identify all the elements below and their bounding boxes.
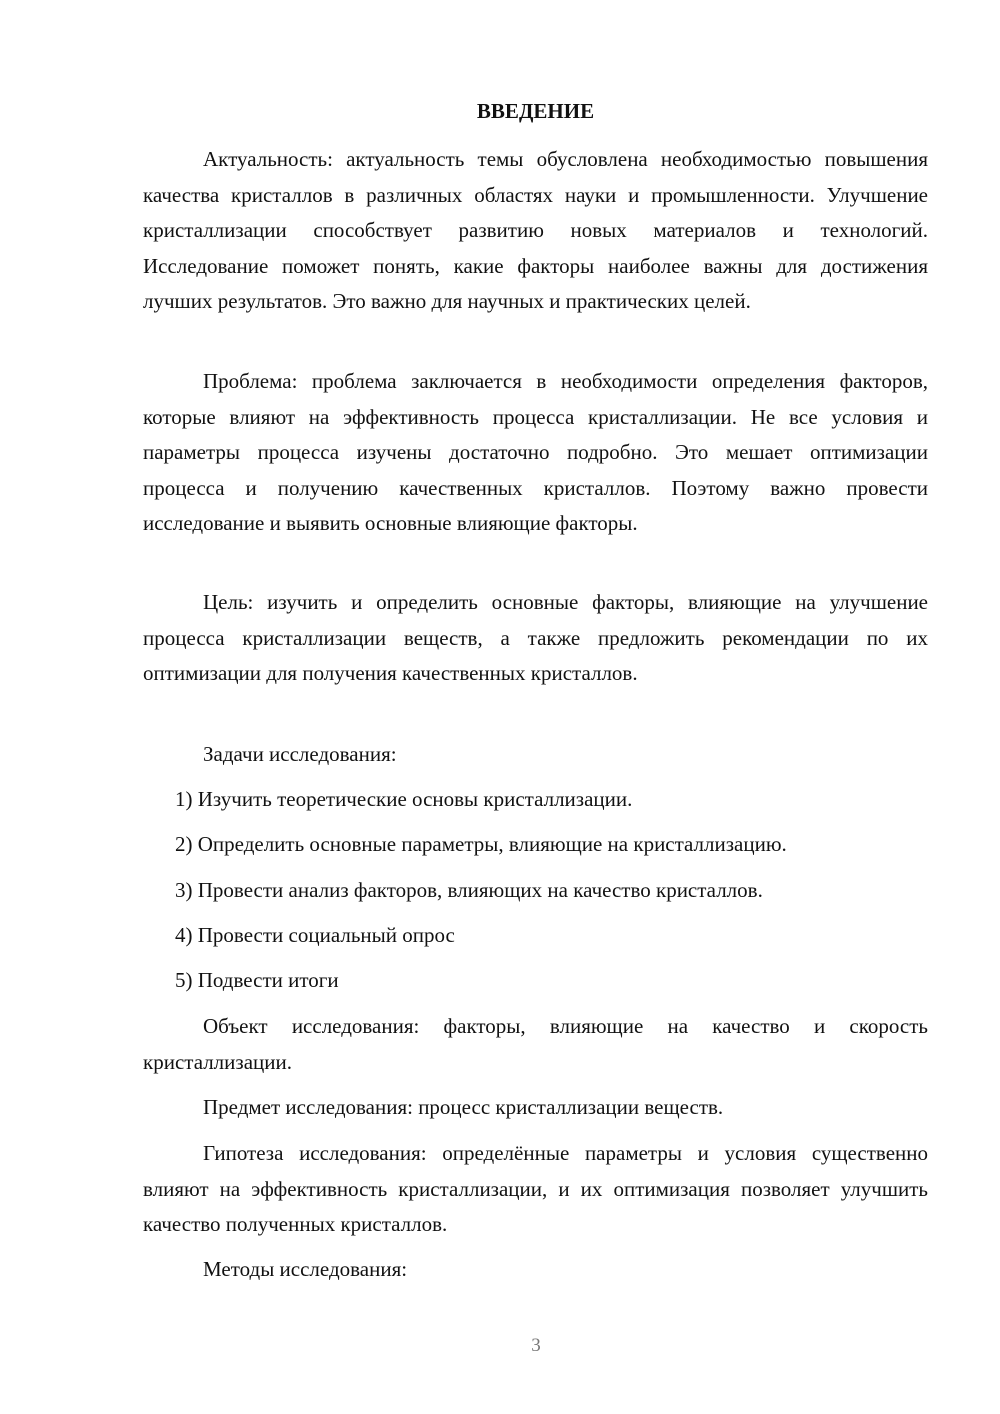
relevance-paragraph: Актуальность: актуальность темы обусловлена необходимостью повышения качества кристаллов в различных областях науки и промышленности. Улучшение кристаллизации способствует развитию новых материалов и технологий. Исследование поможет понять, какие факторы наиболее важны для достижения лучших результатов. Это важно для научных и практических целей. [143,147,928,313]
hypothesis-paragraph: Гипотеза исследования: определённые параметры и условия существенно влияют на эффективность кристаллизации, и их оптимизация позволяет улучшить качество полученных кристаллов. [143,1141,928,1236]
task-item-5: 5) Подвести итоги [175,968,339,992]
page-number: 3 [531,1335,541,1356]
task-item-2: 2) Определить основные параметры, влияющие на кристаллизацию. [175,832,787,856]
page-title: ВВЕДЕНИЕ [476,99,595,123]
task-item-1: 1) Изучить теоретические основы кристаллизации. [175,787,633,811]
goal-paragraph: Цель: изучить и определить основные факторы, влияющие на улучшение процесса кристаллизации веществ, а также предложить рекомендации по их оптимизации для получения качественных кристаллов. [143,590,928,685]
methods-label: Методы исследования: [203,1257,408,1281]
task-item-4: 4) Провести социальный опрос [175,923,455,947]
task-item-3: 3) Провести анализ факторов, влияющих на качество кристаллов. [175,878,763,902]
tasks-label: Задачи исследования: [203,742,397,766]
object-paragraph: Объект исследования: факторы, влияющие на качество и скорость кристаллизации. [143,1014,928,1074]
problem-paragraph: Проблема: проблема заключается в необходимости определения факторов, которые влияют на эффективность процесса кристаллизации. Не все условия и параметры процесса изучены достаточно подробно. Это мешает оптимизации процесса и получению качественных кристаллов. Поэтому важно провести исследование и выявить основные влияющие факторы. [143,369,928,535]
subject-paragraph: Предмет исследования: процесс кристаллизации веществ. [203,1095,724,1119]
